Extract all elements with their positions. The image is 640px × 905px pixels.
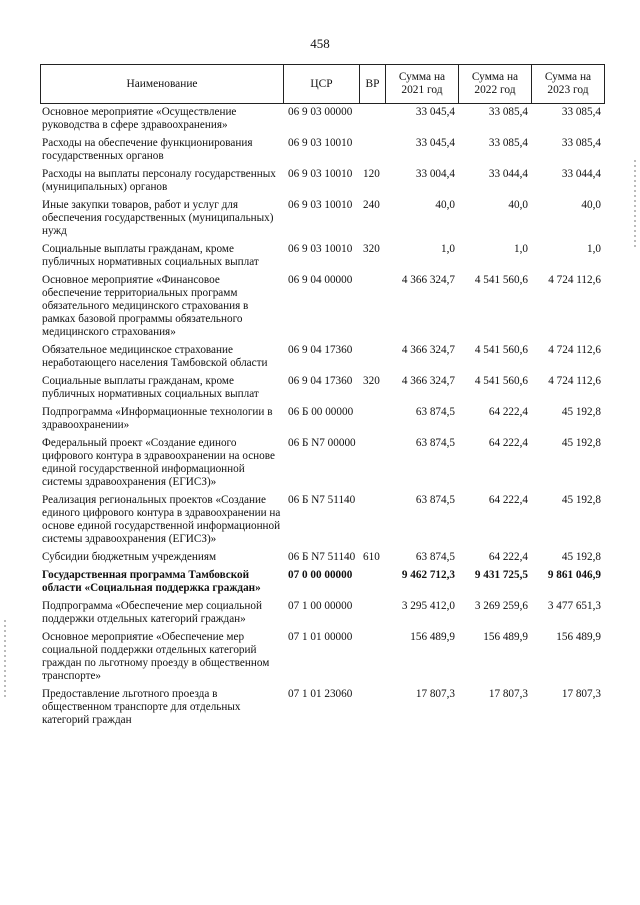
cell-sum-2023: 9 861 046,9 [547, 569, 601, 581]
budget-table [40, 64, 605, 730]
cell-sum-2021: 4 366 324,7 [401, 375, 455, 387]
cell-vr [360, 598, 386, 629]
cell-name: Подпрограмма «Обеспечение мер социальной поддержки отдельных категорий граждан» [42, 600, 262, 625]
cell-vr: 320 [363, 243, 380, 255]
cell-sum-2022: 1,0 [514, 243, 528, 255]
cell-vr: 610 [363, 551, 380, 563]
cell-csr: 06 9 04 17360 [288, 375, 353, 387]
cell-vr [360, 492, 386, 549]
cell-vr [360, 342, 386, 373]
cell-name: Социальные выплаты гражданам, кроме публичных нормативных социальных выплат [42, 375, 259, 400]
table-row [41, 241, 605, 272]
cell-sum-2023: 4 724 112,6 [548, 344, 601, 356]
cell-name: Основное мероприятие «Обеспечение мер социальной поддержки отдельных категорий граждан по льготному проезду в общественном транспорте» [42, 631, 270, 682]
cell-csr: 06 9 04 00000 [288, 274, 353, 286]
cell-name: Основное мероприятие «Осуществление руководства в сфере здравоохранения» [42, 106, 237, 131]
cell-sum-2023: 4 724 112,6 [548, 375, 601, 387]
cell-sum-2022: 4 541 560,6 [474, 274, 528, 286]
cell-vr: 120 [363, 168, 380, 180]
margin-mark [634, 160, 636, 250]
cell-name: Иные закупки товаров, работ и услуг для обеспечения государственных (муниципальных) нужд [42, 199, 274, 237]
cell-csr: 06 Б N7 00000 [288, 437, 356, 449]
cell-sum-2021: 63 874,5 [415, 551, 455, 563]
table-row [41, 492, 605, 549]
header-sum-2023: Сумма на 2023 год [532, 65, 605, 104]
cell-name: Реализация региональных проектов «Создание единого цифрового контура в здравоохранении на основе единой государственной информационной системы здравоохранения (ЕГИСЗ)» [42, 494, 281, 545]
cell-name: Предоставление льготного проезда в общественном транспорте для отдельных категорий граждан [42, 688, 241, 726]
cell-sum-2022: 17 807,3 [488, 688, 528, 700]
header-sum-2021: Сумма на 2021 год [386, 65, 459, 104]
cell-vr [360, 104, 386, 136]
cell-csr: 06 Б N7 51140 [288, 551, 356, 563]
cell-sum-2022: 156 489,9 [483, 631, 528, 643]
cell-csr: 07 1 01 23060 [288, 688, 353, 700]
cell-sum-2022: 64 222,4 [488, 494, 528, 506]
cell-sum-2021: 63 874,5 [415, 437, 455, 449]
table-row [41, 404, 605, 435]
cell-sum-2021: 1,0 [441, 243, 455, 255]
cell-sum-2022: 4 541 560,6 [474, 344, 528, 356]
cell-vr [360, 686, 386, 730]
table-row [41, 342, 605, 373]
header-csr: ЦСР [284, 65, 360, 104]
cell-name: Социальные выплаты гражданам, кроме публичных нормативных социальных выплат [42, 243, 259, 268]
cell-sum-2021: 33 045,4 [415, 137, 455, 149]
header-sum-2022: Сумма на 2022 год [459, 65, 532, 104]
cell-name: Обязательное медицинское страхование неработающего населения Тамбовской области [42, 344, 268, 369]
cell-csr: 06 9 03 00000 [288, 106, 353, 118]
cell-csr: 06 9 03 10010 [288, 243, 353, 255]
cell-name: Основное мероприятие «Финансовое обеспечение территориальных программ обязательного медицинского страхования в рамках базовой программы обязательного медицинского страхования» [42, 274, 249, 338]
cell-sum-2023: 3 477 651,3 [547, 600, 601, 612]
cell-sum-2023: 45 192,8 [561, 494, 601, 506]
table-row [41, 598, 605, 629]
cell-csr: 06 9 03 10010 [288, 137, 353, 149]
cell-sum-2022: 64 222,4 [488, 551, 528, 563]
table-row [41, 272, 605, 342]
header-vr: ВР [360, 65, 386, 104]
cell-sum-2021: 4 366 324,7 [401, 274, 455, 286]
cell-sum-2021: 3 295 412,0 [401, 600, 455, 612]
cell-sum-2023: 33 085,4 [561, 137, 601, 149]
cell-sum-2023: 33 085,4 [561, 106, 601, 118]
cell-sum-2021: 156 489,9 [410, 631, 455, 643]
cell-sum-2022: 33 044,4 [488, 168, 528, 180]
cell-vr [360, 629, 386, 686]
cell-csr: 07 1 01 00000 [288, 631, 353, 643]
table-body [41, 104, 605, 731]
table-row [41, 166, 605, 197]
cell-sum-2023: 17 807,3 [561, 688, 601, 700]
cell-sum-2023: 45 192,8 [561, 406, 601, 418]
cell-csr: 06 Б N7 51140 [288, 494, 356, 506]
cell-sum-2021: 33 004,4 [415, 168, 455, 180]
cell-sum-2023: 40,0 [581, 199, 601, 211]
cell-sum-2022: 33 085,4 [488, 106, 528, 118]
cell-sum-2021: 63 874,5 [415, 406, 455, 418]
table-row [41, 197, 605, 241]
cell-sum-2021: 17 807,3 [415, 688, 455, 700]
cell-sum-2022: 33 085,4 [488, 137, 528, 149]
cell-csr: 06 9 03 10010 [288, 168, 353, 180]
cell-sum-2023: 45 192,8 [561, 437, 601, 449]
cell-sum-2021: 9 462 712,3 [401, 569, 455, 581]
cell-sum-2023: 156 489,9 [556, 631, 601, 643]
cell-csr: 06 9 04 17360 [288, 344, 353, 356]
cell-name: Подпрограмма «Информационные технологии в здравоохранении» [42, 406, 273, 431]
cell-sum-2023: 1,0 [587, 243, 601, 255]
cell-sum-2023: 33 044,4 [561, 168, 601, 180]
table-header [41, 65, 605, 104]
cell-name: Расходы на обеспечение функционирования государственных органов [42, 137, 253, 162]
cell-sum-2021: 33 045,4 [415, 106, 455, 118]
cell-csr: 07 0 00 00000 [288, 569, 353, 581]
cell-sum-2022: 64 222,4 [488, 406, 528, 418]
table-row [41, 104, 605, 136]
cell-vr [360, 272, 386, 342]
table-row [41, 435, 605, 492]
cell-csr: 07 1 00 00000 [288, 600, 353, 612]
cell-csr: 06 9 03 10010 [288, 199, 353, 211]
cell-sum-2022: 3 269 259,6 [474, 600, 528, 612]
table-row [41, 135, 605, 166]
table-row [41, 549, 605, 567]
cell-sum-2021: 4 366 324,7 [401, 344, 455, 356]
cell-vr [360, 404, 386, 435]
cell-name: Федеральный проект «Создание единого цифрового контура в здравоохранении на основе единой государственной информационной системы здравоохранения (ЕГИСЗ)» [42, 437, 275, 488]
cell-name: Государственная программа Тамбовской области «Социальная поддержка граждан» [42, 569, 261, 594]
table-row [41, 686, 605, 730]
cell-vr [360, 567, 386, 598]
cell-vr: 240 [363, 199, 380, 211]
cell-name: Субсидии бюджетным учреждениям [42, 551, 217, 563]
table-row [41, 629, 605, 686]
cell-sum-2021: 63 874,5 [415, 494, 455, 506]
cell-name: Расходы на выплаты персоналу государственных (муниципальных) органов [42, 168, 276, 193]
table-row [41, 373, 605, 404]
cell-sum-2021: 40,0 [435, 199, 455, 211]
cell-vr: 320 [363, 375, 380, 387]
cell-vr [360, 435, 386, 492]
margin-mark-left [4, 620, 6, 700]
cell-sum-2022: 9 431 725,5 [474, 569, 528, 581]
cell-vr [360, 135, 386, 166]
table-row [41, 567, 605, 598]
header-name: Наименование [41, 65, 284, 104]
cell-sum-2022: 40,0 [508, 199, 528, 211]
cell-sum-2023: 4 724 112,6 [548, 274, 601, 286]
page-number: 458 [310, 36, 330, 51]
cell-csr: 06 Б 00 00000 [288, 406, 354, 418]
cell-sum-2022: 4 541 560,6 [474, 375, 528, 387]
cell-sum-2022: 64 222,4 [488, 437, 528, 449]
cell-sum-2023: 45 192,8 [561, 551, 601, 563]
